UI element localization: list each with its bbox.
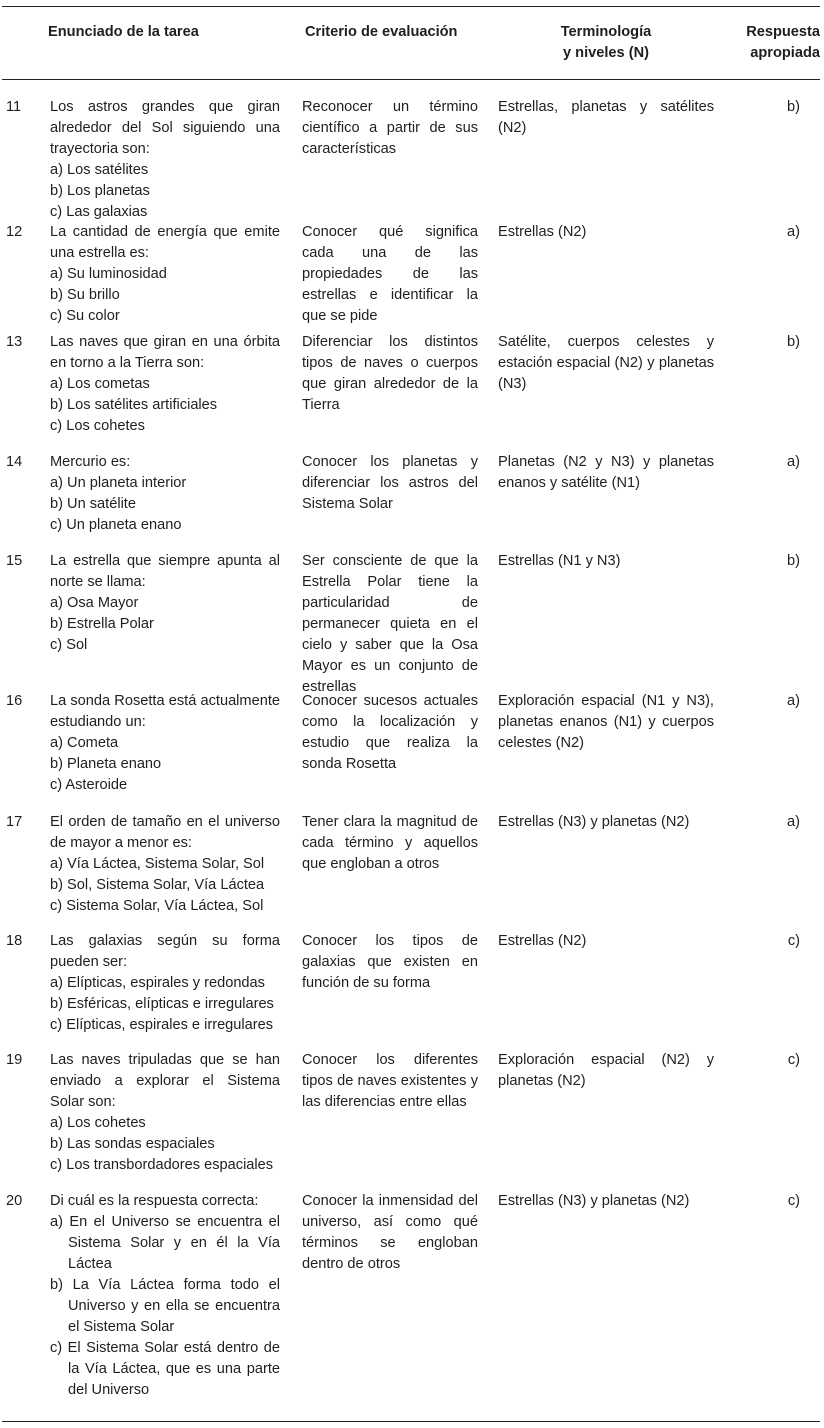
evaluation-criterion: Conocer la inmensidad del universo, así como qué términos se engloban dentro de otros — [302, 1193, 478, 1272]
answer-option: c) Las galaxias — [50, 204, 148, 220]
answer-option: a) Osa Mayor — [50, 595, 139, 611]
evaluation-table — [2, 6, 820, 1422]
task-statement — [50, 452, 280, 536]
header-statement: Enunciado de la tarea — [48, 24, 199, 40]
appropriate-answer: b) — [787, 99, 800, 115]
task-statement — [50, 332, 280, 437]
task-statement — [50, 222, 280, 327]
answer-option: b) La Vía Láctea forma todo el Universo y en ella se encuentra el Sistema Solar — [50, 1277, 280, 1335]
evaluation-criterion: Conocer los diferentes tipos de naves existentes y las diferencias entre ellas — [302, 1052, 478, 1110]
answer-option: c) Los transbordadores espaciales — [50, 1157, 274, 1173]
terminology-levels: Planetas (N2 y N3) y planetas enanos y satélite (N1) — [498, 454, 714, 491]
appropriate-answer: c) — [787, 1193, 800, 1209]
table-row — [2, 1191, 820, 1421]
evaluation-criterion: Conocer los tipos de galaxias que existen en función de su forma — [302, 933, 478, 991]
terminology-levels: Estrellas (N2) — [498, 224, 587, 240]
answer-option: c) Asteroide — [50, 777, 128, 793]
answer-option: b) Un satélite — [50, 496, 136, 512]
statement-text: Las naves tripuladas que se han enviado a explorar el Sistema Solar son: — [50, 1052, 280, 1110]
answer-option: b) Sol, Sistema Solar, Vía Láctea — [50, 877, 265, 893]
appropriate-answer: c) — [787, 933, 800, 949]
answer-option: b) Esféricas, elípticas e irregulares — [50, 996, 274, 1012]
task-number: 11 — [6, 99, 22, 115]
header-answer — [728, 22, 820, 64]
answer-option: a) Los cohetes — [50, 1115, 146, 1131]
task-number: 17 — [6, 814, 23, 830]
terminology-levels: Exploración espacial (N2) y planetas (N2) — [498, 1052, 714, 1089]
terminology-levels: Estrellas (N3) y planetas (N2) — [498, 814, 690, 830]
answer-option: b) Los satélites artificiales — [50, 397, 218, 413]
task-number: 12 — [6, 224, 23, 240]
table-row — [2, 97, 820, 222]
answer-option: c) Un planeta enano — [50, 517, 182, 533]
header-terminology-line1: Terminología — [560, 24, 652, 40]
task-statement — [50, 812, 280, 917]
table-row — [2, 1050, 820, 1191]
answer-option: a) Elípticas, espirales y redondas — [50, 975, 265, 991]
table-row — [2, 812, 820, 931]
answer-option: c) Sol — [50, 637, 88, 653]
task-statement — [50, 97, 280, 223]
answer-option: b) Su brillo — [50, 287, 120, 303]
header-terminology — [500, 22, 712, 64]
appropriate-answer: a) — [787, 454, 800, 470]
terminology-levels: Estrellas, planetas y satélites (N2) — [498, 99, 714, 136]
header-answer-line1: Respuesta — [746, 24, 820, 40]
answer-option: a) Vía Láctea, Sistema Solar, Sol — [50, 856, 265, 872]
task-number: 19 — [6, 1052, 23, 1068]
table-row — [2, 931, 820, 1050]
evaluation-criterion: Tener clara la magnitud de cada término y aquellos que engloban a otros — [302, 814, 478, 872]
answer-option: a) En el Universo se encuentra el Sistema Solar y en él la Vía Láctea — [50, 1214, 280, 1272]
table-row — [2, 452, 820, 551]
appropriate-answer: c) — [787, 1052, 800, 1068]
task-statement — [50, 1050, 280, 1176]
evaluation-criterion: Conocer qué significa cada una de las propiedades de las estrellas e identificar la que se pide — [302, 224, 478, 324]
statement-text: Las naves que giran en una órbita en torno a la Tierra son: — [50, 334, 280, 371]
appropriate-answer: a) — [787, 224, 800, 240]
answer-option: a) Un planeta interior — [50, 475, 187, 491]
answer-option: b) Los planetas — [50, 183, 150, 199]
terminology-levels: Satélite, cuerpos celestes y estación espacial (N2) y planetas (N3) — [498, 334, 714, 392]
terminology-levels: Estrellas (N3) y planetas (N2) — [498, 1193, 690, 1209]
answer-option: c) Los cohetes — [50, 418, 145, 434]
answer-option: b) Estrella Polar — [50, 616, 154, 632]
statement-text: La estrella que siempre apunta al norte se llama: — [50, 553, 280, 590]
header-criterion: Criterio de evaluación — [305, 24, 458, 40]
appropriate-answer: a) — [787, 814, 800, 830]
evaluation-criterion: Diferenciar los distintos tipos de naves o cuerpos que giran alrededor de la Tierra — [302, 334, 478, 413]
appropriate-answer: b) — [787, 334, 800, 350]
answer-option: c) Su color — [50, 308, 120, 324]
statement-text: La sonda Rosetta está actualmente estudiando un: — [50, 693, 280, 730]
answer-option: a) Los cometas — [50, 376, 150, 392]
statement-text: Di cuál es la respuesta correcta: — [50, 1193, 259, 1209]
evaluation-criterion: Conocer los planetas y diferenciar los astros del Sistema Solar — [302, 454, 478, 512]
task-number: 14 — [6, 454, 23, 470]
appropriate-answer: a) — [787, 693, 800, 709]
statement-text: Mercurio es: — [50, 454, 131, 470]
table-header — [2, 7, 820, 80]
terminology-levels: Estrellas (N1 y N3) — [498, 553, 621, 569]
task-number: 16 — [6, 693, 23, 709]
answer-option: a) Cometa — [50, 735, 119, 751]
terminology-levels: Exploración espacial (N1 y N3), planetas enanos (N1) y cuerpos celestes (N2) — [498, 693, 714, 751]
answer-option: c) El Sistema Solar está dentro de la Vía Láctea, que es una parte del Universo — [50, 1340, 280, 1398]
answer-option: c) Sistema Solar, Vía Láctea, Sol — [50, 898, 264, 914]
task-number: 18 — [6, 933, 23, 949]
task-statement — [50, 551, 280, 656]
answer-option: b) Las sondas espaciales — [50, 1136, 215, 1152]
table-body — [2, 80, 820, 1421]
answer-option: a) Los satélites — [50, 162, 149, 178]
header-answer-line2: apropiada — [750, 45, 820, 61]
table-row — [2, 551, 820, 695]
table-row — [2, 691, 820, 812]
header-terminology-line2: y niveles (N) — [563, 45, 649, 61]
statement-text: Las galaxias según su forma pueden ser: — [50, 933, 280, 970]
task-statement — [50, 1191, 280, 1401]
answer-option: c) Elípticas, espirales e irregulares — [50, 1017, 274, 1033]
appropriate-answer: b) — [787, 553, 800, 569]
task-statement — [50, 691, 280, 796]
table-row — [2, 222, 820, 332]
statement-text: Los astros grandes que giran alrededor del Sol siguiendo una trayectoria son: — [50, 99, 280, 157]
task-number: 15 — [6, 553, 23, 569]
statement-text: El orden de tamaño en el universo de mayor a menor es: — [50, 814, 280, 851]
evaluation-criterion: Ser consciente de que la Estrella Polar tiene la particularidad de permanecer quieta en el cielo y saber que la Osa Mayor es un conjunto de estrellas — [302, 553, 478, 695]
terminology-levels: Estrellas (N2) — [498, 933, 587, 949]
answer-option: b) Planeta enano — [50, 756, 162, 772]
task-number: 20 — [6, 1193, 23, 1209]
answer-option: a) Su luminosidad — [50, 266, 167, 282]
task-number: 13 — [6, 334, 23, 350]
table-row — [2, 332, 820, 452]
evaluation-criterion: Reconocer un término científico a partir de sus características — [302, 99, 478, 157]
statement-text: La cantidad de energía que emite una estrella es: — [50, 224, 280, 261]
evaluation-criterion: Conocer sucesos actuales como la localización y estudio que realiza la sonda Rosetta — [302, 693, 478, 772]
task-statement — [50, 931, 280, 1036]
